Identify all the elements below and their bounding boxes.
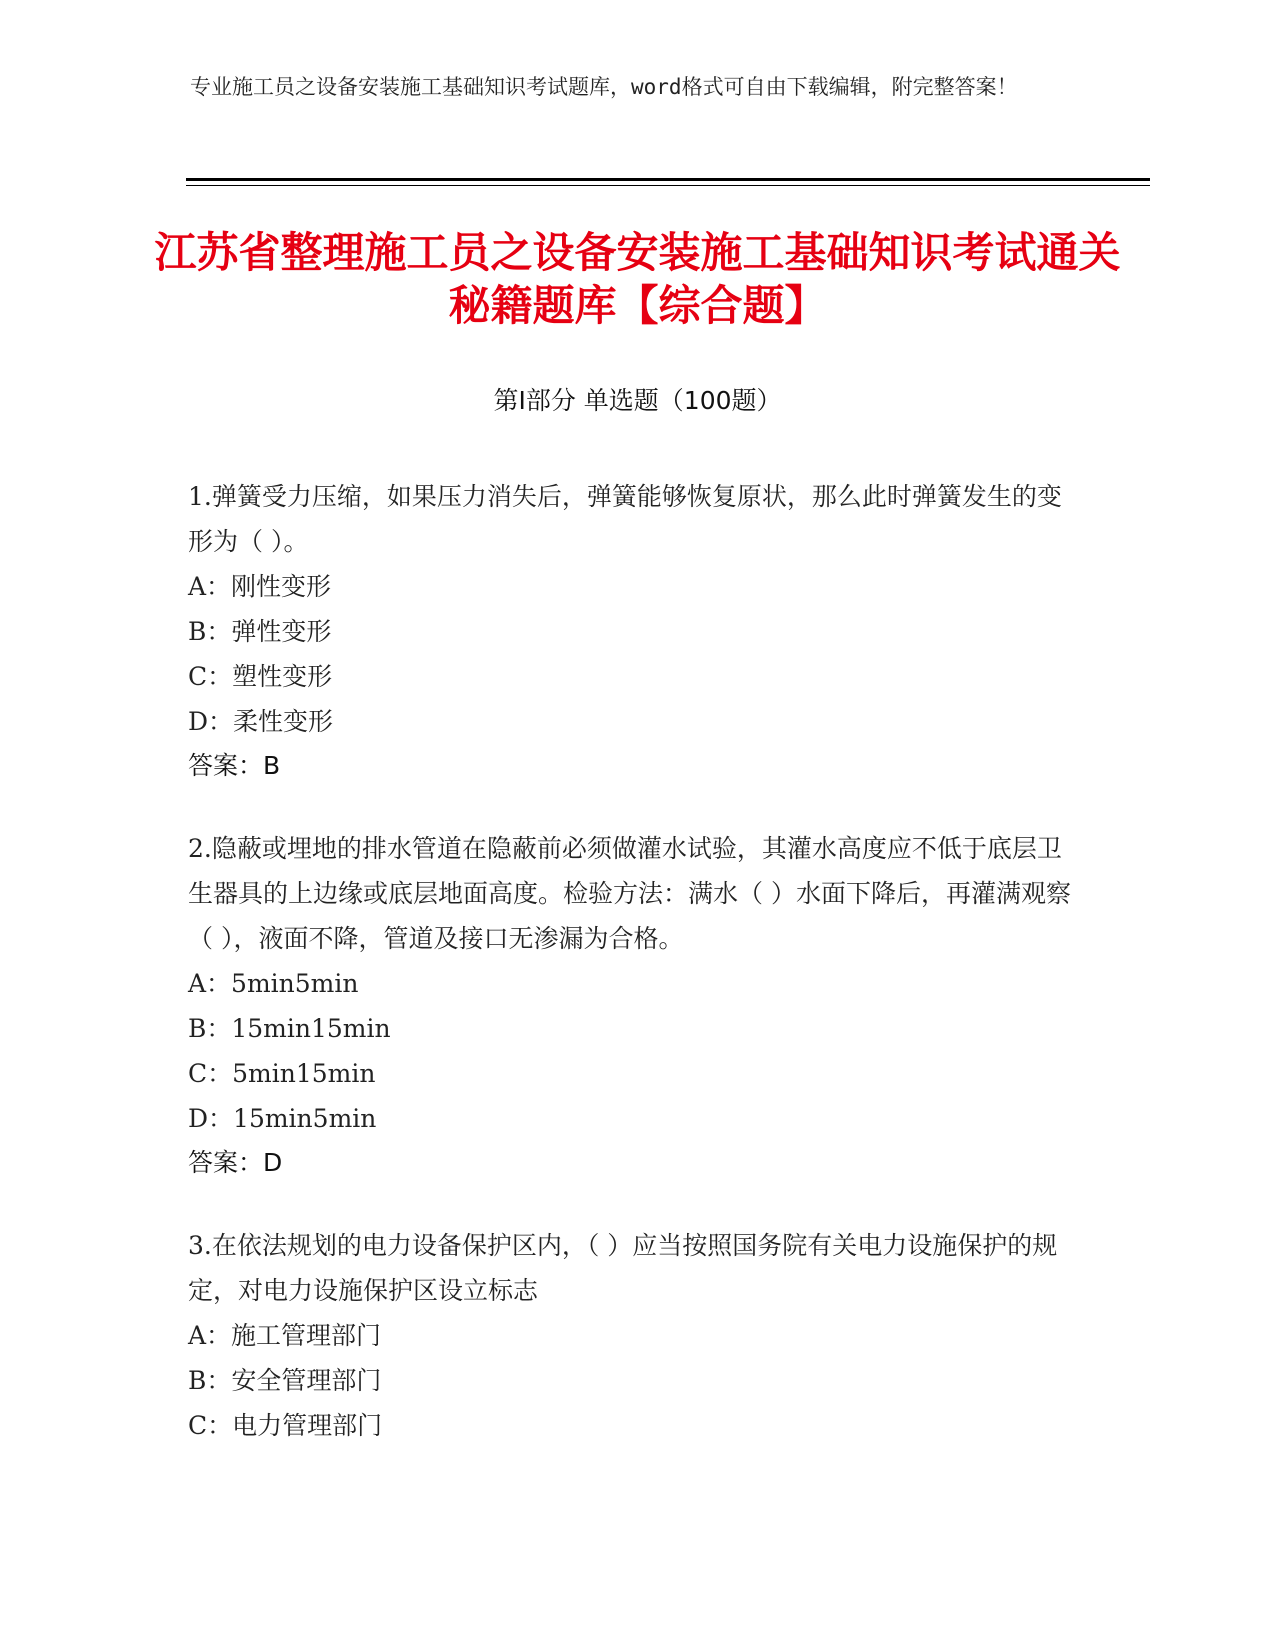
- option-d: D：柔性变形: [188, 707, 334, 736]
- header-note: 专业施工员之设备安装施工基础知识考试题库，word格式可自由下载编辑，附完整答案！: [190, 75, 1018, 99]
- question-list: [188, 474, 1073, 1486]
- option-c: C：5min15min: [188, 1059, 376, 1088]
- answer-line: 答案：B: [188, 751, 281, 780]
- question-item: [188, 826, 1073, 1185]
- option-b: B：安全管理部门: [188, 1366, 382, 1395]
- header-rule-thick: [186, 178, 1150, 181]
- option-a: A：刚性变形: [188, 572, 332, 601]
- section-heading: 第Ⅰ部分 单选题（100题）: [493, 386, 782, 415]
- answer-line: 答案：D: [188, 1148, 283, 1177]
- question-item: [188, 474, 1073, 788]
- question-text: 2.隐蔽或埋地的排水管道在隐蔽前必须做灌水试验，其灌水高度应不低于底层卫生器具的上边缘或底层地面高度。检验方法：满水（ ）水面下降后，再灌满观察（ ），液面不降，管道及接口无渗漏为合格。: [188, 834, 1071, 953]
- question-text: 3.在依法规划的电力设备保护区内，（ ）应当按照国务院有关电力设施保护的规定，对电力设施保护区设立标志: [188, 1231, 1058, 1305]
- option-b: B：15min15min: [188, 1014, 391, 1043]
- option-a: A：施工管理部门: [188, 1321, 382, 1350]
- header-rule-thin: [186, 185, 1150, 186]
- document-title: 江苏省整理施工员之设备安装施工基础知识考试通关秘籍题库【综合题】: [154, 228, 1121, 330]
- option-c: C：塑性变形: [188, 662, 333, 691]
- option-d: D：15min5min: [188, 1104, 377, 1133]
- option-a: A：5min5min: [188, 969, 359, 998]
- option-b: B：弹性变形: [188, 617, 332, 646]
- option-c: C：电力管理部门: [188, 1411, 383, 1440]
- question-item: [188, 1223, 1073, 1448]
- question-text: 1.弹簧受力压缩，如果压力消失后，弹簧能够恢复原状，那么此时弹簧发生的变形为（ ）。: [188, 482, 1062, 556]
